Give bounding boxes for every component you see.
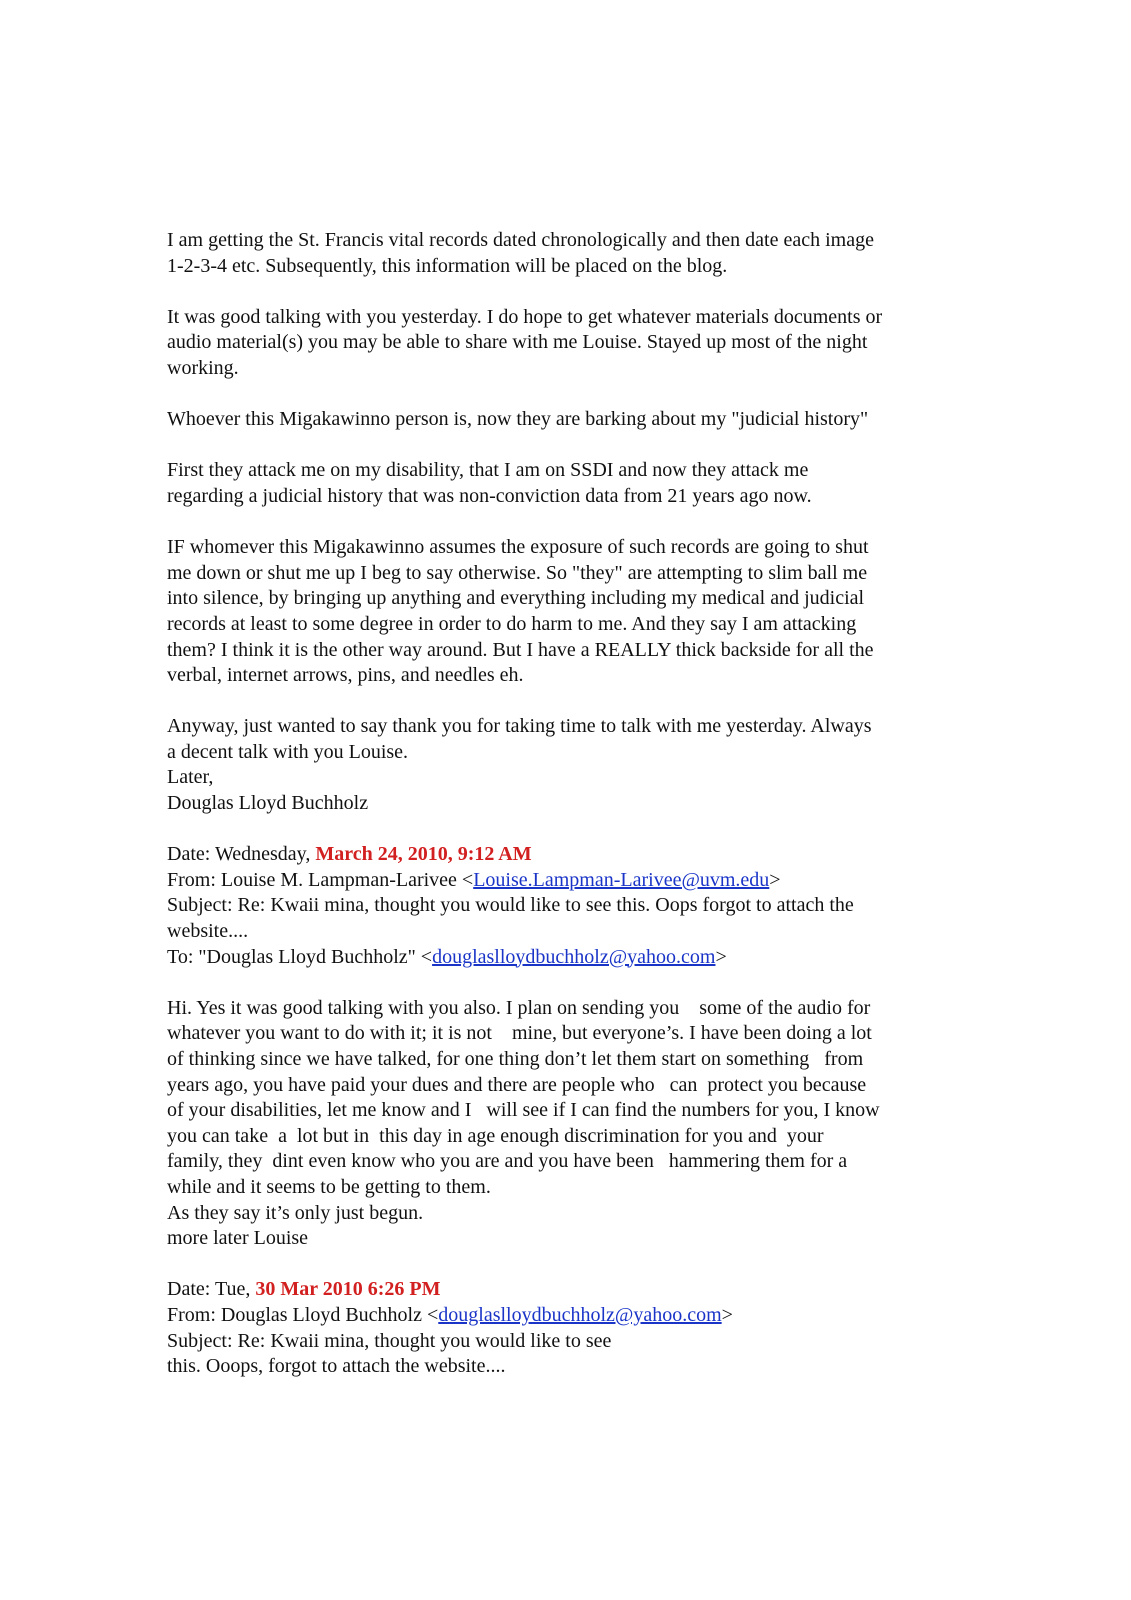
text-line: of thinking since we have talked, for one thing don’t let them start on something from bbox=[167, 1048, 864, 1070]
text-line: into silence, by bringing up anything and everything including my medical and judicial bbox=[167, 587, 865, 610]
paragraph-talking bbox=[167, 305, 977, 382]
email-header-2 bbox=[167, 1277, 977, 1379]
from-email-link[interactable]: douglaslloydbuchholz@yahoo.com bbox=[438, 1303, 722, 1326]
email-subject-line: this. Ooops, forgot to attach the website.... bbox=[167, 1355, 506, 1378]
to-label: To: "Douglas Lloyd Buchholz" < bbox=[167, 945, 433, 968]
from-close: > bbox=[721, 1303, 733, 1326]
text-line: working. bbox=[167, 356, 239, 379]
email-subject-line: Subject: Re: Kwaii mina, thought you would like to see this. Oops forgot to attach the bbox=[167, 894, 854, 917]
text-line: more later Louise bbox=[167, 1227, 309, 1250]
text-line: of your disabilities, let me know and I will see if I can find the numbers for you, I know bbox=[167, 1099, 880, 1122]
text-line: First they attack me on my disability, that I am on SSDI and now they attack me bbox=[167, 459, 809, 482]
date-label: Date: Wednesday, bbox=[167, 843, 316, 866]
text-line: records at least to some degree in order to do harm to me. And they say I am attacking bbox=[167, 612, 857, 635]
text-line: a decent talk with you Louise. bbox=[167, 740, 409, 763]
to-email-link[interactable]: douglaslloydbuchholz@yahoo.com bbox=[432, 945, 716, 968]
text-line: verbal, internet arrows, pins, and needles eh. bbox=[167, 664, 524, 687]
from-label: From: Louise M. Lampman-Larivee < bbox=[167, 868, 474, 891]
text-line: Later, bbox=[167, 766, 214, 789]
text-line: them? I think it is the other way around. But I have a REALLY thick backside for all the bbox=[167, 638, 874, 661]
from-close: > bbox=[769, 868, 781, 891]
text-line: while and it seems to be getting to them. bbox=[167, 1175, 491, 1198]
text-line: whatever you want to do with it; it is not mine, but everyone’s. I have been doing a lot bbox=[167, 1022, 872, 1045]
email-date-line bbox=[167, 1277, 977, 1303]
text-line: 1-2-3-4 etc. Subsequently, this information will be placed on the blog. bbox=[167, 254, 728, 277]
text-line: Whoever this Migakawinno person is, now they are barking about my "judicial history" bbox=[167, 408, 869, 431]
email-header-1 bbox=[167, 842, 977, 970]
paragraph-closing bbox=[167, 714, 977, 816]
text-line: regarding a judicial history that was non-conviction data from 21 years ago now. bbox=[167, 484, 812, 507]
date-value: March 24, 2010, 9:12 AM bbox=[315, 843, 532, 866]
paragraph-records bbox=[167, 535, 977, 689]
from-label: From: Douglas Lloyd Buchholz < bbox=[167, 1303, 439, 1326]
text-line: IF whomever this Migakawinno assumes the exposure of such records are going to shut bbox=[167, 536, 869, 559]
text-line: It was good talking with you yesterday. I do hope to get whatever materials documents or bbox=[167, 305, 883, 328]
date-value: 30 Mar 2010 6:26 PM bbox=[255, 1278, 441, 1301]
text-line: years ago, you have paid your dues and there are people who can protect you because bbox=[167, 1073, 867, 1096]
letter-body bbox=[167, 228, 977, 1380]
from-email-link[interactable]: Louise.Lampman-Larivee@uvm.edu bbox=[473, 868, 770, 891]
text-line: Hi. Yes it was good talking with you also. I plan on sending you some of the audio for bbox=[167, 996, 871, 1019]
text-line: As they say it’s only just begun. bbox=[167, 1201, 424, 1224]
text-line: me down or shut me up I beg to say otherwise. So "they" are attempting to slim ball me bbox=[167, 561, 868, 584]
email-subject-line: Subject: Re: Kwaii mina, thought you would like to see bbox=[167, 1329, 612, 1352]
email-from-line bbox=[167, 868, 977, 894]
email-subject-line: website.... bbox=[167, 920, 249, 943]
paragraph-disability bbox=[167, 458, 977, 509]
paragraph-migakawinno bbox=[167, 407, 977, 433]
text-line: I am getting the St. Francis vital records dated chronologically and then date each image bbox=[167, 229, 874, 251]
text-line: audio material(s) you may be able to share with me Louise. Stayed up most of the night bbox=[167, 331, 868, 354]
paragraph-vital-records bbox=[167, 228, 977, 279]
text-line: Anyway, just wanted to say thank you for taking time to talk with me yesterday. Always bbox=[167, 715, 872, 738]
email-body-1 bbox=[167, 996, 977, 1252]
email-date-line bbox=[167, 842, 977, 868]
email-to-line bbox=[167, 945, 977, 971]
to-close: > bbox=[715, 945, 727, 968]
signature: Douglas Lloyd Buchholz bbox=[167, 792, 369, 815]
email-from-line bbox=[167, 1303, 977, 1329]
date-label: Date: Tue, bbox=[167, 1278, 256, 1301]
text-line: you can take a lot but in this day in age enough discrimination for you and your bbox=[167, 1124, 824, 1147]
text-line: family, they dint even know who you are and you have been hammering them for a bbox=[167, 1150, 848, 1173]
